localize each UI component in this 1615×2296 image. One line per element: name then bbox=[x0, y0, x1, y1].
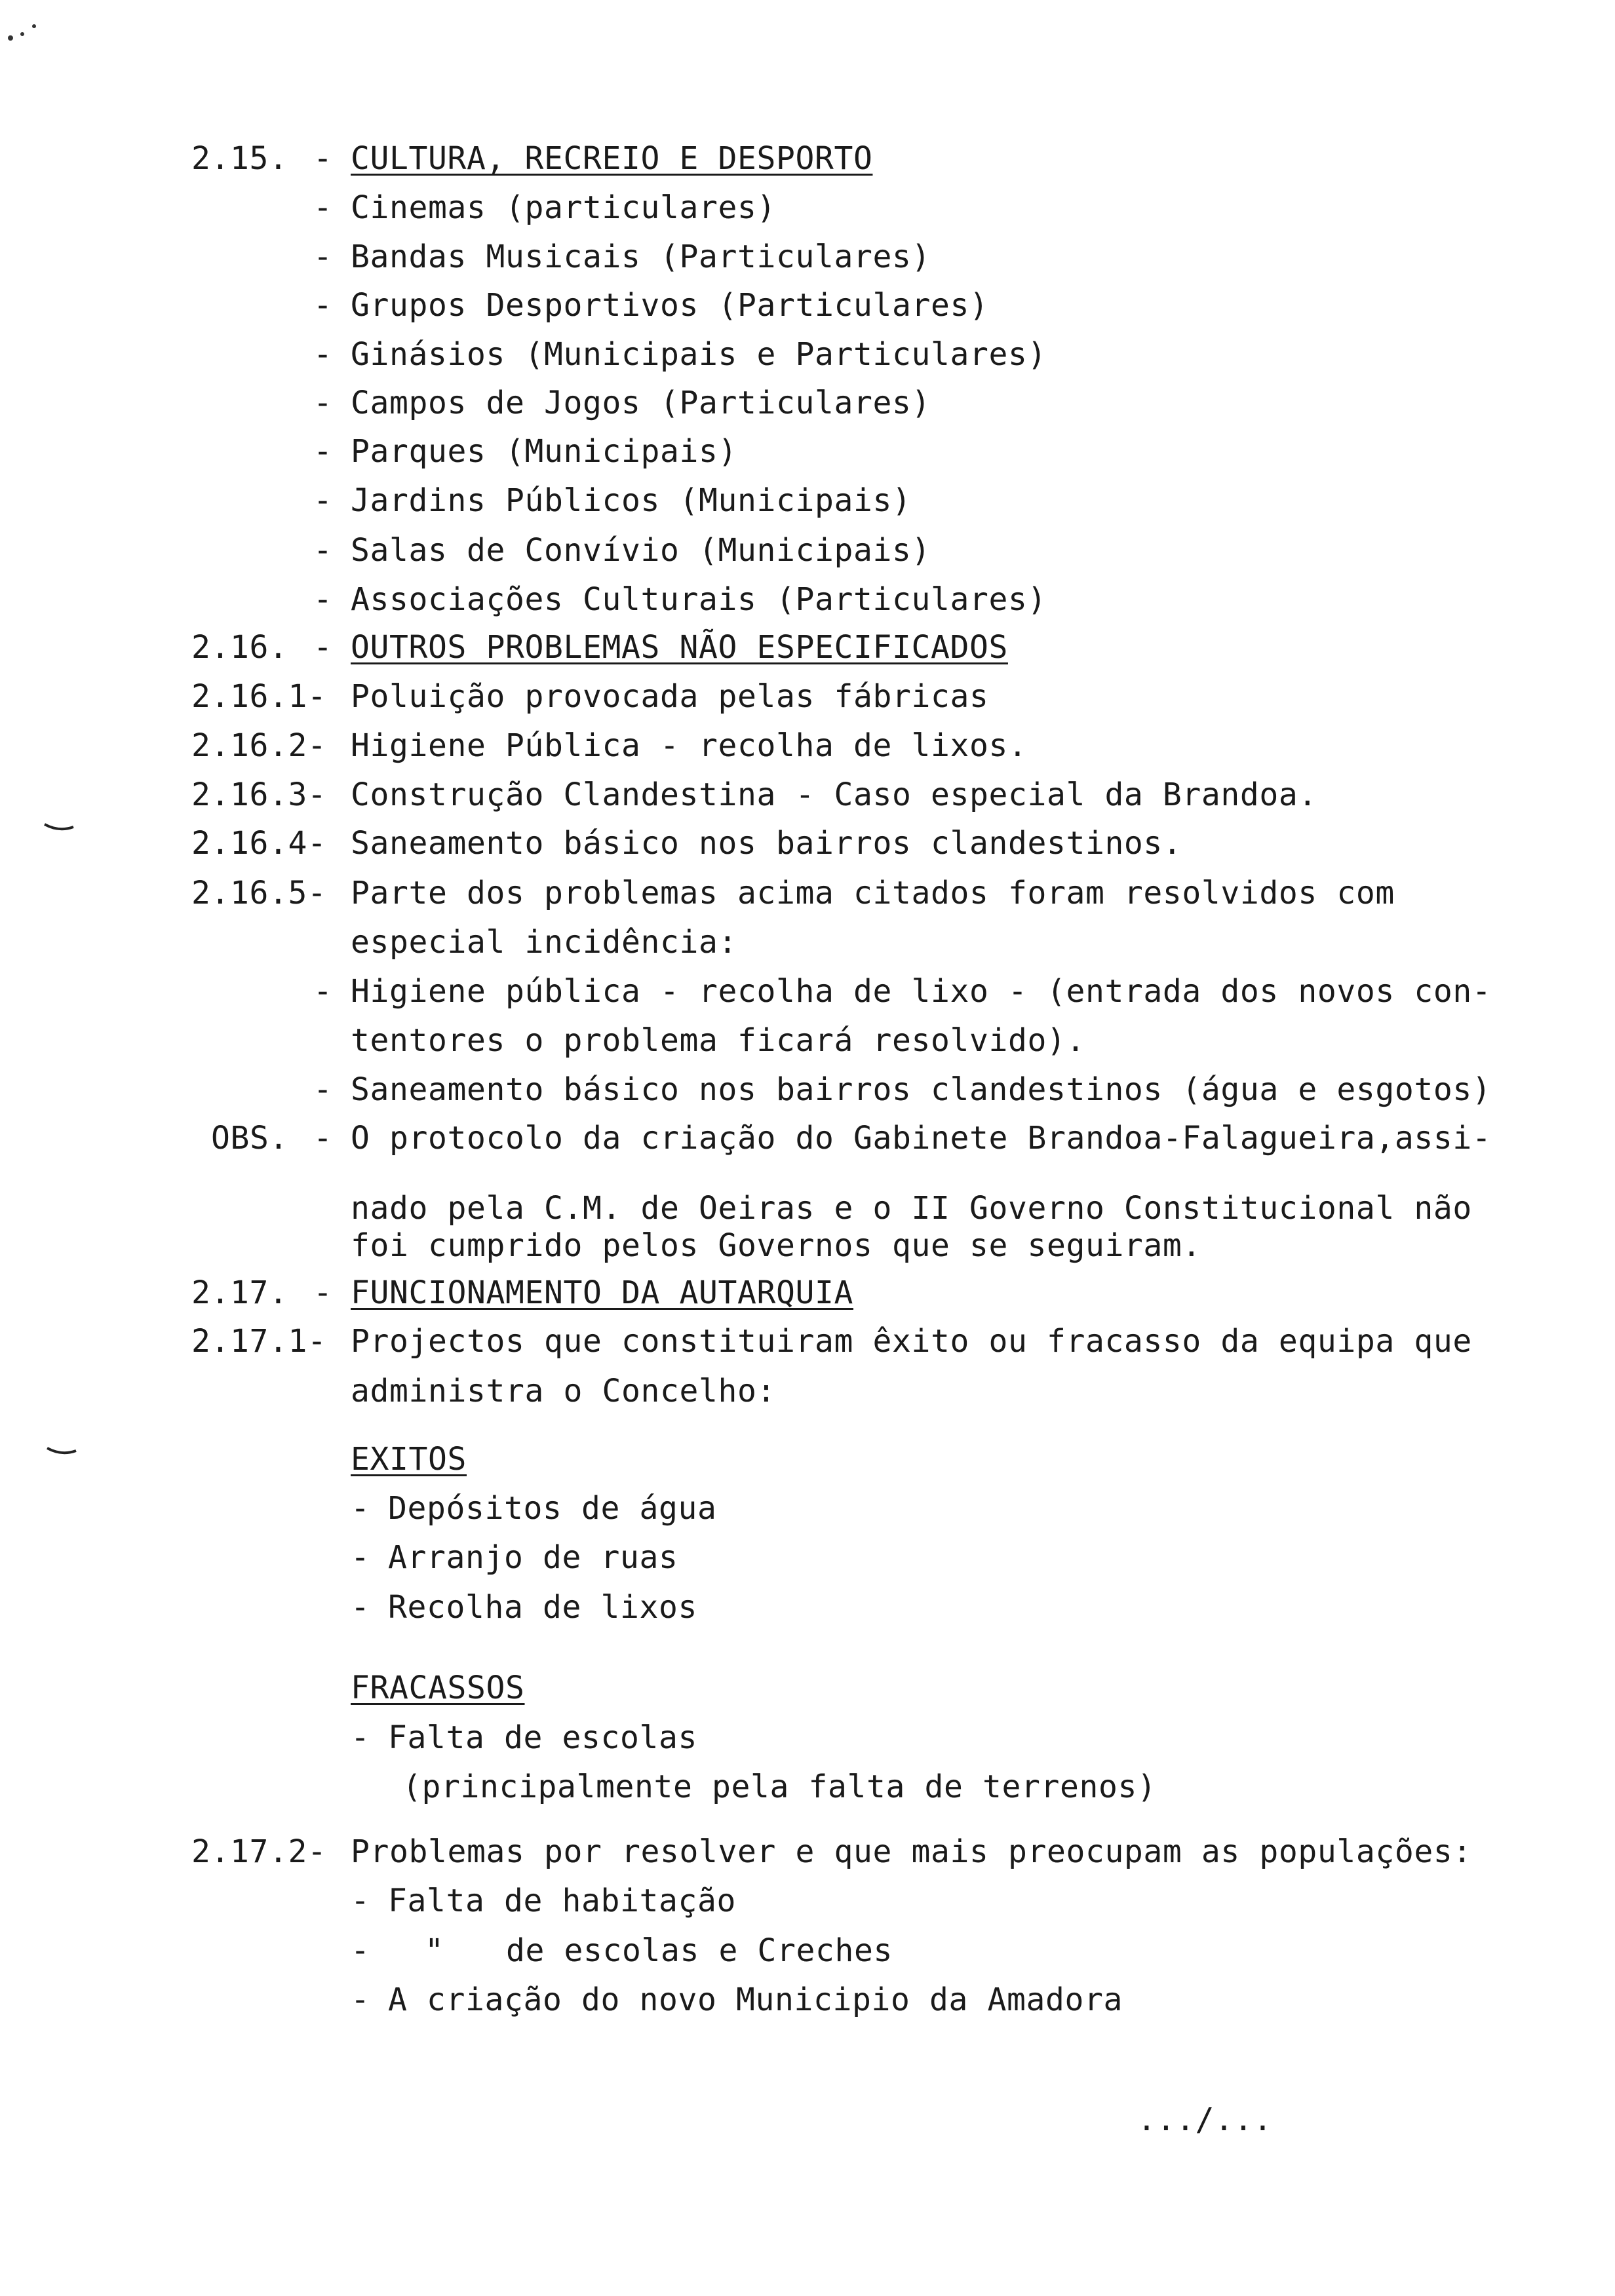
list-item: Campos de Jogos (Particulares) bbox=[351, 385, 931, 421]
section-dash: - bbox=[313, 1274, 333, 1311]
list-item: Saneamento básico nos bairros clandestinos (água e esgotos) bbox=[351, 1071, 1492, 1108]
list-item: Cinemas (particulares) bbox=[351, 189, 776, 226]
list-dash: - bbox=[351, 1490, 370, 1527]
list-item: Falta de habitação bbox=[388, 1883, 736, 1919]
subsection-text: Saneamento básico nos bairros clandestinos. bbox=[351, 825, 1182, 862]
list-item: Depósitos de água bbox=[388, 1490, 717, 1527]
obs-label: OBS. bbox=[211, 1120, 288, 1157]
list-item-continued: tentores o problema ficará resolvido). bbox=[351, 1022, 1085, 1059]
exitos-heading: EXITOS bbox=[351, 1441, 467, 1478]
list-item: Bandas Musicais (Particulares) bbox=[351, 239, 931, 275]
list-dash: - bbox=[351, 1981, 370, 2018]
subsection-text: Construção Clandestina - Caso especial da Brandoa. bbox=[351, 776, 1317, 813]
list-item: Falta de escolas bbox=[388, 1719, 697, 1756]
list-item: A criação do novo Municipio da Amadora bbox=[388, 1981, 1123, 2018]
subsection-number: 2.16.3- bbox=[191, 776, 327, 813]
list-dash: - bbox=[313, 973, 333, 1010]
list-dash: - bbox=[313, 532, 333, 569]
obs-text: foi cumprido pelos Governos que se seguiram. bbox=[351, 1227, 1201, 1264]
list-dash: - bbox=[313, 482, 333, 519]
section-number-2-17: 2.17. bbox=[191, 1274, 288, 1311]
section-number-2-16: 2.16. bbox=[191, 629, 288, 666]
subsection-text: Problemas por resolver e que mais preocupam as populações: bbox=[351, 1833, 1472, 1870]
list-dash: - bbox=[313, 385, 333, 421]
list-dash: - bbox=[351, 1539, 370, 1576]
list-item: Arranjo de ruas bbox=[388, 1539, 678, 1576]
list-item: Ginásios (Municipais e Particulares) bbox=[351, 336, 1047, 373]
list-dash: - bbox=[351, 1883, 370, 1919]
section-title-funcionamento: FUNCIONAMENTO DA AUTARQUIA bbox=[351, 1274, 853, 1311]
section-dash: - bbox=[313, 140, 333, 177]
obs-dash: - bbox=[313, 1120, 333, 1157]
subsection-number: 2.16.4- bbox=[191, 825, 327, 862]
subsection-text: Projectos que constituiram êxito ou fracasso da equipa que bbox=[351, 1323, 1472, 1360]
subsection-text-continued: administra o Concelho: bbox=[351, 1373, 776, 1409]
list-item: de escolas e Creches bbox=[506, 1932, 893, 1969]
list-dash: - bbox=[313, 239, 333, 275]
section-dash: - bbox=[313, 629, 333, 666]
list-item: Higiene pública - recolha de lixo - (entrada dos novos con- bbox=[351, 973, 1492, 1010]
list-dash: - bbox=[313, 189, 333, 226]
list-dash: - bbox=[351, 1589, 370, 1626]
obs-text: nado pela C.M. de Oeiras e o II Governo Constitucional não bbox=[351, 1190, 1472, 1227]
list-dash: - bbox=[313, 433, 333, 470]
fracassos-heading: FRACASSOS bbox=[351, 1670, 525, 1706]
subsection-number: 2.16.5- bbox=[191, 875, 327, 911]
ditto-mark: " bbox=[425, 1932, 444, 1969]
obs-text: O protocolo da criação do Gabinete Brandoa-Falagueira,assi- bbox=[351, 1120, 1492, 1157]
list-item: Recolha de lixos bbox=[388, 1589, 697, 1626]
list-item: Associações Culturais (Particulares) bbox=[351, 581, 1047, 618]
list-item: Jardins Públicos (Municipais) bbox=[351, 482, 912, 519]
section-title-outros-problemas: OUTROS PROBLEMAS NÃO ESPECIFICADOS bbox=[351, 629, 1008, 666]
list-dash: - bbox=[351, 1719, 370, 1756]
list-item: Parques (Municipais) bbox=[351, 433, 737, 470]
section-title-cultura: CULTURA, RECREIO E DESPORTO bbox=[351, 140, 873, 177]
list-dash: - bbox=[313, 581, 333, 618]
list-item: Salas de Convívio (Municipais) bbox=[351, 532, 931, 569]
subsection-text-continued: especial incidência: bbox=[351, 924, 737, 961]
list-item: Grupos Desportivos (Particulares) bbox=[351, 287, 989, 324]
subsection-text: Higiene Pública - recolha de lixos. bbox=[351, 727, 1028, 764]
list-dash: - bbox=[313, 1071, 333, 1108]
section-number-2-15: 2.15. bbox=[191, 140, 288, 177]
subsection-text: Parte dos problemas acima citados foram resolvidos com bbox=[351, 875, 1395, 911]
list-dash: - bbox=[351, 1932, 370, 1969]
subsection-number: 2.17.1- bbox=[191, 1323, 327, 1360]
subsection-number: 2.17.2- bbox=[191, 1833, 327, 1870]
list-dash: - bbox=[313, 287, 333, 324]
list-item-note: (principalmente pela falta de terrenos) bbox=[402, 1769, 1157, 1805]
subsection-text: Poluição provocada pelas fábricas bbox=[351, 678, 989, 715]
subsection-number: 2.16.1- bbox=[191, 678, 327, 715]
list-dash: - bbox=[313, 336, 333, 373]
subsection-number: 2.16.2- bbox=[191, 727, 327, 764]
page-continuation: .../... bbox=[1137, 2101, 1273, 2138]
